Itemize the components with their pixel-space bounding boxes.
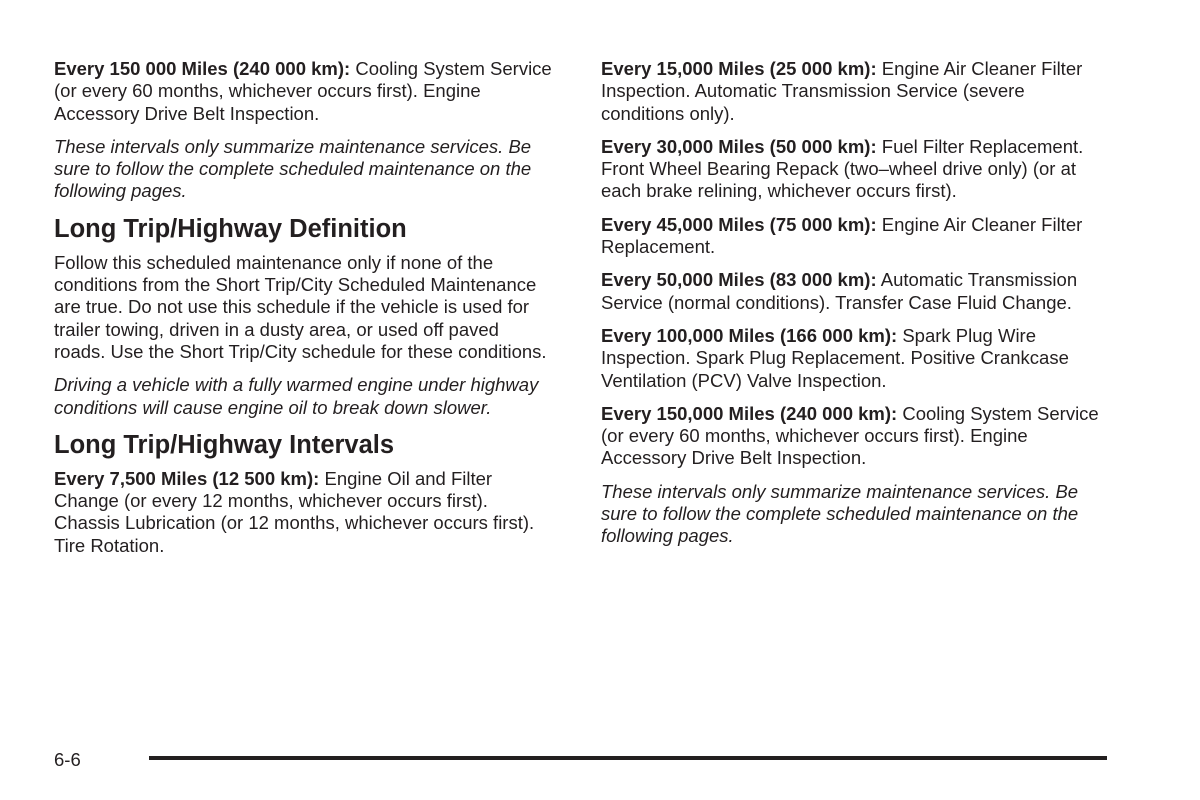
interval-30000-paragraph: [601, 136, 1101, 203]
interval-150000-paragraph: [54, 58, 554, 125]
section-heading-definition: Long Trip/Highway Definition: [54, 214, 407, 243]
interval-text: Spark Plug Wire Inspection. Spark Plug Replacement. Positive Crankcase Ventilation (PCV) Valve Inspection.: [601, 324, 1069, 391]
section-heading-intervals: Long Trip/Highway Intervals: [54, 430, 395, 459]
interval-text: Automatic Transmission Service (normal conditions). Transfer Case Fluid Change.: [601, 269, 1078, 313]
interval-text: Fuel Filter Replacement. Front Wheel Bearing Repack (two–wheel drive only) (or at each brake relining, whichever occurs first).: [601, 135, 1084, 202]
summary-note: These intervals only summarize maintenance services. Be sure to follow the complete scheduled maintenance on the following pages.: [601, 480, 1079, 547]
interval-50000-paragraph: [601, 269, 1101, 314]
right-column: [601, 58, 1101, 559]
interval-text: Engine Air Cleaner Filter Replacement.: [601, 213, 1083, 258]
interval-150000-paragraph: [601, 403, 1101, 470]
left-column: [54, 58, 554, 568]
interval-text: Cooling System Service (or every 60 months, whichever occurs first). Engine Accessory Drive Belt Inspection.: [601, 402, 1099, 469]
definition-paragraph: Follow this scheduled maintenance only if none of the conditions from the Short Trip/City Scheduled Maintenance are true. Do not use this schedule if the vehicle is used for trailer towing, driven in a dusty area, or used off paved roads. Use the Short Trip/City schedule for these conditions.: [54, 251, 547, 362]
footer-rule: [149, 756, 1107, 760]
interval-lead: Every 150,000 Miles (240 000 km):: [601, 402, 898, 424]
interval-text: Cooling System Service (or every 60 months, whichever occurs first). Engine Accessory Drive Belt Inspection.: [54, 58, 552, 124]
interval-lead: Every 7,500 Miles (12 500 km):: [54, 467, 320, 489]
interval-lead: Every 100,000 Miles (166 000 km):: [601, 324, 898, 346]
interval-lead: Every 150 000 Miles (240 000 km):: [54, 58, 351, 79]
interval-lead: Every 15,000 Miles (25 000 km):: [601, 58, 877, 79]
page-number: 6-6: [54, 749, 81, 770]
engine-oil-note: Driving a vehicle with a fully warmed engine under highway conditions will cause engine oil to break down slower.: [54, 374, 539, 418]
interval-lead: Every 45,000 Miles (75 000 km):: [601, 213, 877, 235]
interval-lead: Every 50,000 Miles (83 000 km):: [601, 269, 877, 291]
interval-text: Engine Air Cleaner Filter Inspection. Automatic Transmission Service (severe conditions only).: [601, 58, 1083, 124]
interval-100000-paragraph: [601, 325, 1101, 392]
interval-45000-paragraph: [601, 214, 1101, 259]
summary-note: These intervals only summarize maintenance services. Be sure to follow the complete scheduled maintenance on the following pages.: [54, 135, 532, 202]
interval-15000-paragraph: [601, 58, 1101, 125]
interval-7500-paragraph: [54, 468, 554, 557]
interval-text: Engine Oil and Filter Change (or every 12 months, whichever occurs first). Chassis Lubrication (or 12 months, whichever occurs first). Tire Rotation.: [54, 467, 535, 556]
interval-lead: Every 30,000 Miles (50 000 km):: [601, 135, 877, 157]
